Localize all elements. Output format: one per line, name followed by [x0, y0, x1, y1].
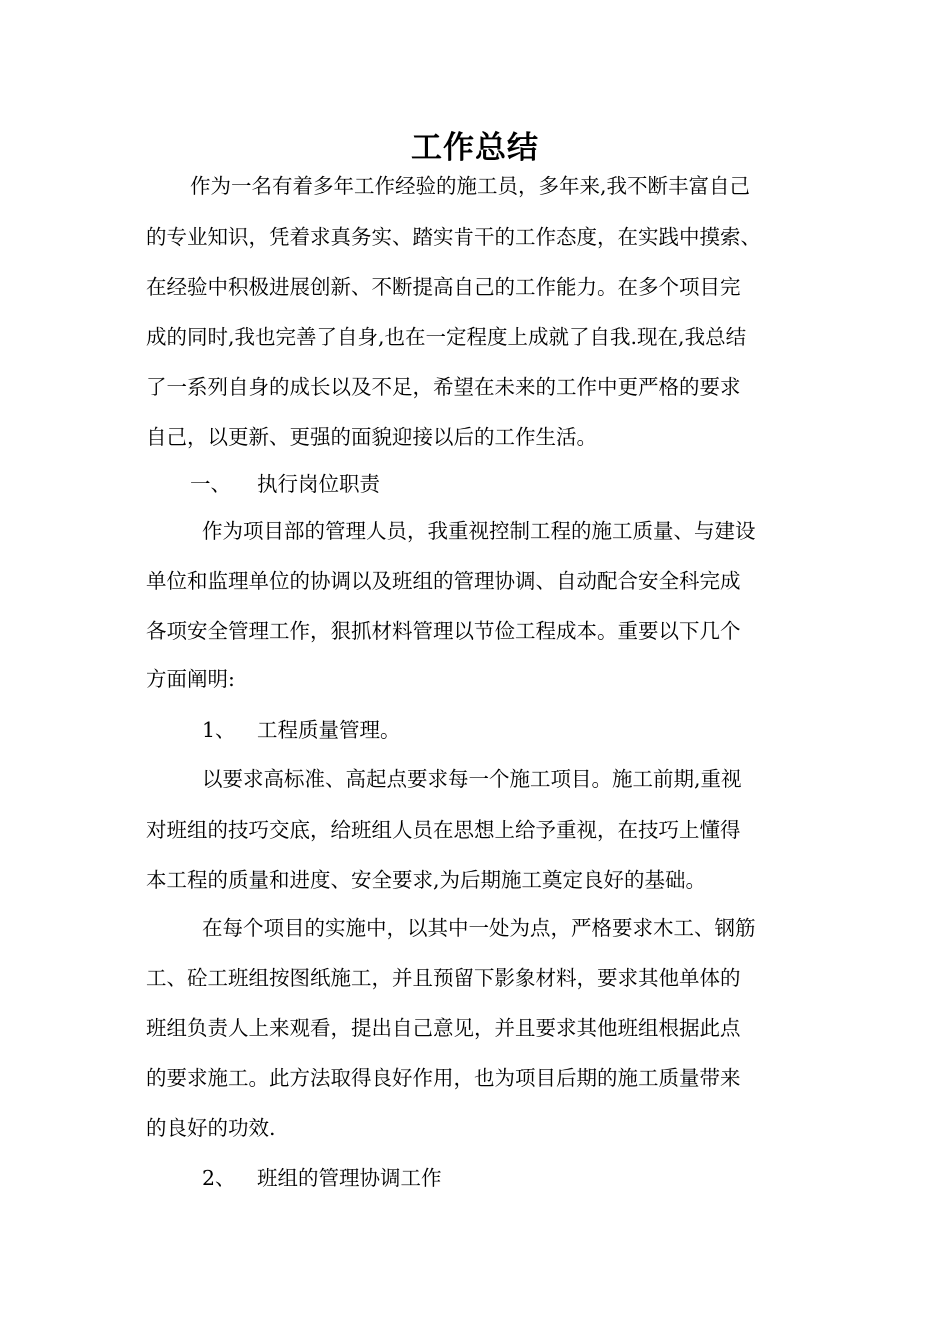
- para2-line-4: 方面阐明:: [146, 667, 235, 691]
- para1-line-4: 成的同时,我也完善了自身,也在一定程度上成就了自我.现在,我总结: [146, 325, 747, 349]
- subheading-2-text: 班组的管理协调工作: [257, 1166, 442, 1190]
- para3-line-2: 对班组的技巧交底，给班组人员在思想上给予重视，在技巧上懂得: [146, 818, 741, 842]
- subheading-1-number: 1、: [202, 718, 236, 742]
- subheading-2-number: 2、: [202, 1166, 236, 1190]
- para1-line-1: 作为一名有着多年工作经验的施工员，多年来,我不断丰富自己: [190, 174, 751, 198]
- para3-line-1: 以要求高标准、高起点要求每一个施工项目。施工前期,重视: [202, 767, 742, 791]
- para4-line-3: 班组负责人上来观看，提出自己意见，并且要求其他班组根据此点: [146, 1016, 741, 1040]
- document-title: 工作总结: [411, 130, 539, 166]
- para1-line-6: 自己，以更新、更强的面貌迎接以后的工作生活。: [146, 425, 597, 449]
- para4-line-5: 的良好的功效.: [146, 1116, 276, 1140]
- para4-line-4: 的要求施工。此方法取得良好作用，也为项目后期的施工质量带来: [146, 1066, 741, 1090]
- subheading-1-text: 工程质量管理。: [257, 718, 401, 742]
- para2-line-1: 作为项目部的管理人员，我重视控制工程的施工质量、与建设: [202, 519, 756, 543]
- heading-1-text: 执行岗位职责: [257, 472, 380, 496]
- para2-line-2: 单位和监理单位的协调以及班组的管理协调、自动配合安全科完成: [146, 569, 741, 593]
- para4-line-2: 工、砼工班组按图纸施工，并且预留下影象材料，要求其他单体的: [146, 966, 741, 990]
- heading-1-number: 一、: [190, 472, 231, 496]
- para4-line-1: 在每个项目的实施中，以其中一处为点，严格要求木工、钢筋: [202, 916, 756, 940]
- para1-line-3: 在经验中积极进展创新、不断提高自己的工作能力。在多个项目完: [146, 275, 741, 299]
- para1-line-2: 的专业知识，凭着求真务实、踏实肯干的工作态度，在实践中摸索、: [146, 225, 761, 249]
- para3-line-3: 本工程的质量和进度、安全要求,为后期施工奠定良好的基础。: [146, 868, 707, 892]
- para2-line-3: 各项安全管理工作，狠抓材料管理以节俭工程成本。重要以下几个: [146, 619, 741, 643]
- para1-line-5: 了一系列自身的成长以及不足，希望在未来的工作中更严格的要求: [146, 375, 741, 399]
